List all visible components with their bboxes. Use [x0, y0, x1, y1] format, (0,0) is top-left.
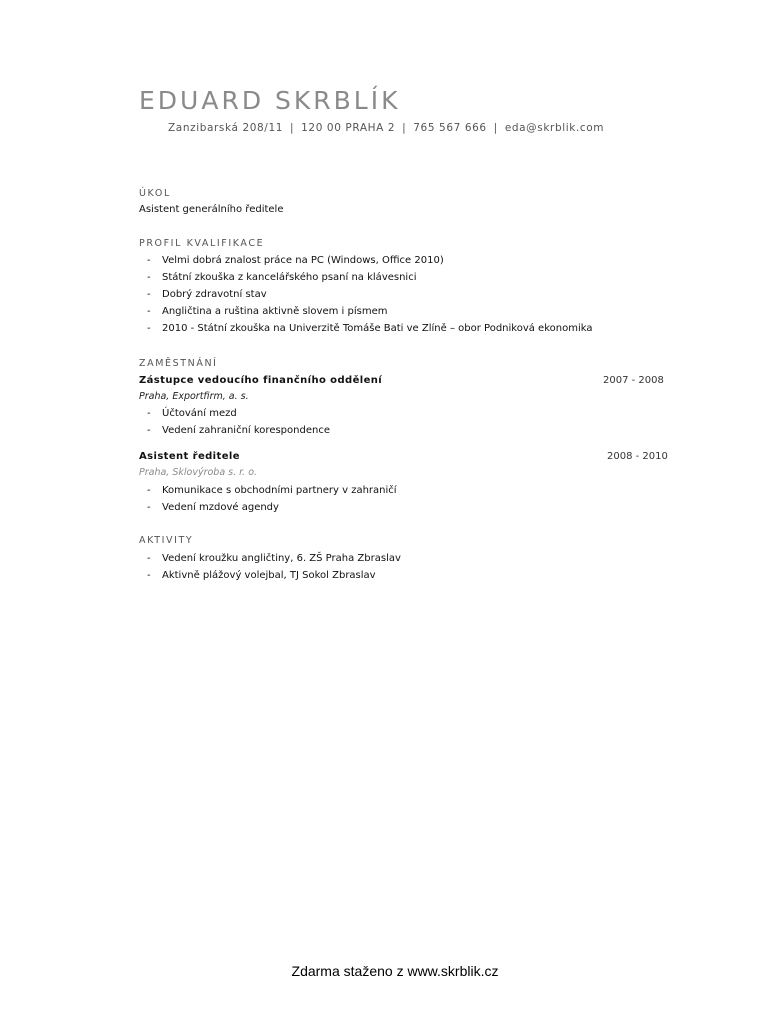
contact-address: Zanzibarská 208/11	[168, 122, 284, 134]
section-heading-activities: AKTIVITY	[139, 535, 194, 546]
job-duties-list	[147, 482, 397, 516]
contact-separator: |	[402, 122, 407, 134]
activities-list	[147, 550, 401, 584]
list-marker: -	[147, 255, 151, 266]
candidate-name: EDUARD SKRBLÍK	[139, 86, 401, 115]
list-marker: -	[147, 408, 151, 419]
list-item: - Dobrý zdravotní stav	[147, 286, 592, 303]
list-marker: -	[147, 425, 151, 436]
section-heading-goal: ÚKOL	[139, 188, 171, 199]
job-company: Praha, Sklovýroba s. r. o.	[139, 467, 258, 478]
job-duties-list	[147, 405, 330, 439]
contact-email: eda@skrblik.com	[504, 122, 605, 134]
contact-phone: 765 567 666	[413, 122, 487, 134]
job-years: 2008 - 2010	[607, 451, 668, 462]
list-item: - Aktivně plážový volejbal, TJ Sokol Zbraslav	[147, 567, 401, 584]
list-item: - 2010 - Státní zkouška na Univerzitě Tomáše Bati ve Zlíně – obor Podniková ekonomika	[147, 320, 592, 337]
list-marker: -	[147, 502, 151, 513]
list-item: - Komunikace s obchodními partnery v zahraničí	[147, 482, 397, 499]
contact-city: 120 00 PRAHA 2	[301, 122, 396, 134]
list-item: - Vedení mzdové agendy	[147, 499, 397, 516]
job-years: 2007 - 2008	[603, 375, 664, 386]
download-footer: Zdarma staženo z www.skrblik.cz	[291, 963, 499, 979]
list-marker: -	[147, 570, 151, 581]
list-marker: -	[147, 272, 151, 283]
list-marker: -	[147, 485, 151, 496]
list-item: - Angličtina a ruština aktivně slovem i písmem	[147, 303, 592, 320]
job-company: Praha, Exportfirm, a. s.	[139, 391, 249, 402]
section-heading-employment: ZAMĚSTNÁNÍ	[139, 358, 218, 369]
list-item: - Státní zkouška z kancelářského psaní na klávesnici	[147, 269, 592, 286]
job-title: Zástupce vedoucího finančního oddělení	[139, 375, 383, 386]
list-item: - Vedení zahraniční korespondence	[147, 422, 330, 439]
goal-text: Asistent generálního ředitele	[139, 204, 284, 215]
list-marker: -	[147, 553, 151, 564]
list-item: - Účtování mezd	[147, 405, 330, 422]
section-heading-profile: PROFIL KVALIFIKACE	[139, 238, 265, 249]
list-marker: -	[147, 289, 151, 300]
list-item: - Velmi dobrá znalost práce na PC (Windows, Office 2010)	[147, 252, 592, 269]
contact-separator: |	[493, 122, 498, 134]
contact-separator: |	[290, 122, 295, 134]
contact-line	[168, 122, 604, 134]
list-marker: -	[147, 306, 151, 317]
list-item: - Vedení kroužku angličtiny, 6. ZŠ Praha Zbraslav	[147, 550, 401, 567]
list-marker: -	[147, 323, 151, 334]
profile-list	[147, 252, 592, 337]
job-title: Asistent ředitele	[139, 451, 240, 462]
